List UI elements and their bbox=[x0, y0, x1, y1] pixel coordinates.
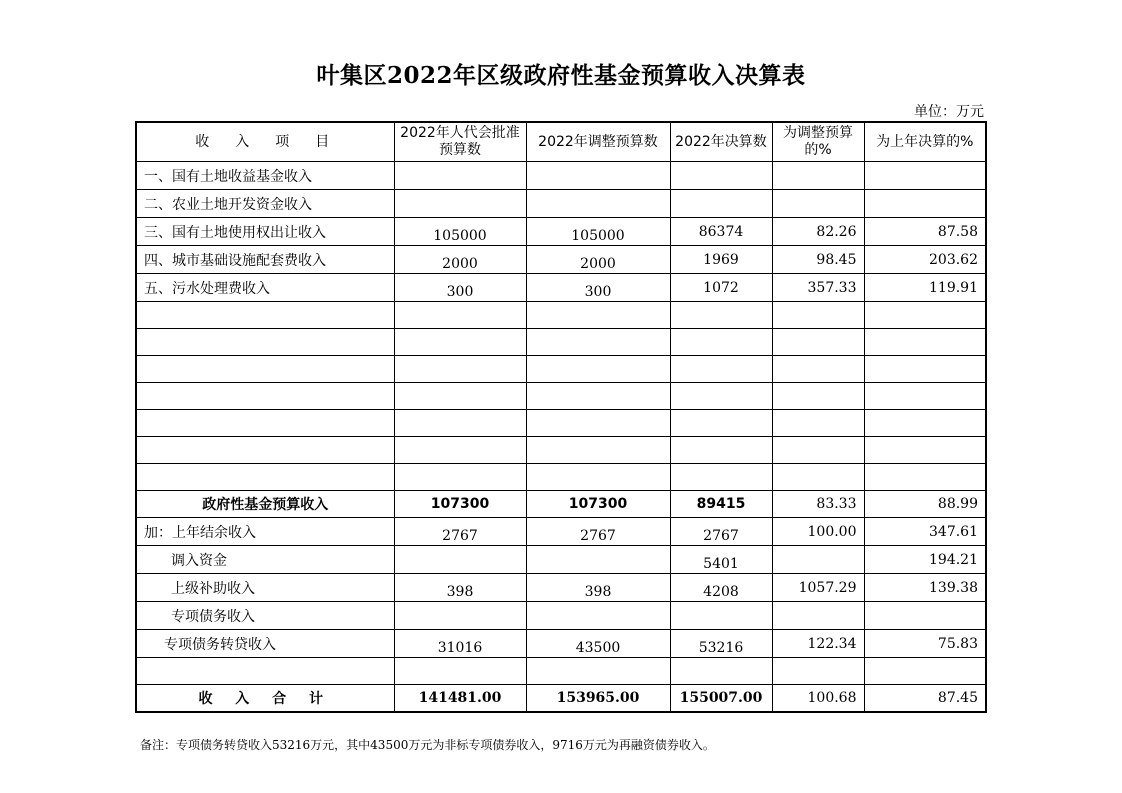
empty-cell bbox=[136, 410, 394, 437]
empty-cell bbox=[526, 329, 670, 356]
empty-cell bbox=[772, 658, 864, 685]
row-approved bbox=[394, 190, 526, 218]
row-item: 专项债务转贷收入 bbox=[136, 630, 394, 658]
empty-cell bbox=[670, 329, 772, 356]
empty-cell bbox=[772, 410, 864, 437]
row-pct-last-year bbox=[864, 602, 986, 630]
row-pct-last-year bbox=[864, 190, 986, 218]
row-approved: 31016 bbox=[394, 630, 526, 658]
row-adjusted bbox=[526, 546, 670, 574]
row-pct-adjusted bbox=[772, 190, 864, 218]
empty-cell bbox=[670, 658, 772, 685]
row-item: 调入资金 bbox=[136, 546, 394, 574]
header-approved: 2022年人代会批准预算数 bbox=[394, 122, 526, 162]
empty-cell bbox=[136, 437, 394, 464]
row-final: 1072 bbox=[670, 274, 772, 302]
empty-cell bbox=[864, 302, 986, 329]
row-pct-adjusted: 357.33 bbox=[772, 274, 864, 302]
empty-cell bbox=[394, 464, 526, 491]
empty-cell bbox=[864, 437, 986, 464]
row-item: 二、农业土地开发资金收入 bbox=[136, 190, 394, 218]
empty-cell bbox=[394, 329, 526, 356]
empty-cell bbox=[526, 356, 670, 383]
empty-cell bbox=[136, 329, 394, 356]
row-pct-last-year: 139.38 bbox=[864, 574, 986, 602]
empty-cell bbox=[136, 658, 394, 685]
empty-row bbox=[136, 464, 986, 491]
row-adjusted: 300 bbox=[526, 274, 670, 302]
row-item: 三、国有土地使用权出让收入 bbox=[136, 218, 394, 246]
table-row bbox=[136, 630, 986, 658]
subtotal-final: 89415 bbox=[670, 491, 772, 518]
row-item: 一、国有土地收益基金收入 bbox=[136, 162, 394, 190]
empty-row bbox=[136, 410, 986, 437]
total-adjusted: 153965.00 bbox=[526, 685, 670, 713]
subtotal-row bbox=[136, 491, 986, 518]
empty-cell bbox=[526, 302, 670, 329]
table-row bbox=[136, 218, 986, 246]
empty-cell bbox=[670, 302, 772, 329]
table-header-row bbox=[136, 122, 986, 162]
row-approved: 300 bbox=[394, 274, 526, 302]
document-title: 叶集区2022年区级政府性基金预算收入决算表 bbox=[316, 62, 806, 89]
row-pct-last-year: 203.62 bbox=[864, 246, 986, 274]
row-pct-adjusted bbox=[772, 602, 864, 630]
empty-cell bbox=[136, 464, 394, 491]
row-pct-last-year: 75.83 bbox=[864, 630, 986, 658]
empty-cell bbox=[864, 658, 986, 685]
empty-cell bbox=[772, 329, 864, 356]
header-final: 2022年决算数 bbox=[670, 122, 772, 162]
row-adjusted bbox=[526, 190, 670, 218]
row-approved: 2767 bbox=[394, 518, 526, 546]
row-approved bbox=[394, 162, 526, 190]
row-pct-adjusted: 1057.29 bbox=[772, 574, 864, 602]
row-pct-last-year: 119.91 bbox=[864, 274, 986, 302]
subtotal-approved: 107300 bbox=[394, 491, 526, 518]
row-approved: 398 bbox=[394, 574, 526, 602]
table-row bbox=[136, 546, 986, 574]
row-pct-last-year: 194.21 bbox=[864, 546, 986, 574]
row-adjusted: 398 bbox=[526, 574, 670, 602]
row-item: 四、城市基础设施配套费收入 bbox=[136, 246, 394, 274]
empty-cell bbox=[864, 410, 986, 437]
empty-cell bbox=[526, 658, 670, 685]
row-pct-adjusted bbox=[772, 546, 864, 574]
empty-cell bbox=[864, 383, 986, 410]
total-approved: 141481.00 bbox=[394, 685, 526, 713]
empty-cell bbox=[864, 329, 986, 356]
total-final: 155007.00 bbox=[670, 685, 772, 713]
row-pct-adjusted: 122.34 bbox=[772, 630, 864, 658]
table-row bbox=[136, 602, 986, 630]
row-final: 2767 bbox=[670, 518, 772, 546]
empty-cell bbox=[772, 302, 864, 329]
row-final: 4208 bbox=[670, 574, 772, 602]
empty-cell bbox=[136, 302, 394, 329]
header-pct-adjusted: 为调整预算的% bbox=[772, 122, 864, 162]
empty-cell bbox=[526, 410, 670, 437]
row-adjusted bbox=[526, 162, 670, 190]
row-final: 5401 bbox=[670, 546, 772, 574]
row-item: 上级补助收入 bbox=[136, 574, 394, 602]
row-pct-adjusted: 82.26 bbox=[772, 218, 864, 246]
empty-cell bbox=[394, 658, 526, 685]
subtotal-adjusted: 107300 bbox=[526, 491, 670, 518]
subtotal-item: 政府性基金预算收入 bbox=[136, 491, 394, 518]
empty-row bbox=[136, 356, 986, 383]
total-pct-last-year: 87.45 bbox=[864, 685, 986, 713]
row-pct-adjusted: 100.00 bbox=[772, 518, 864, 546]
footnote: 备注：专项债务转贷收入53216万元，其中43500万元为非标专项债券收入，9716万元为再融资债券收入。 bbox=[140, 738, 715, 752]
table-row bbox=[136, 574, 986, 602]
empty-cell bbox=[670, 410, 772, 437]
row-pct-adjusted bbox=[772, 162, 864, 190]
total-row bbox=[136, 685, 986, 713]
empty-cell bbox=[670, 383, 772, 410]
header-adjusted: 2022年调整预算数 bbox=[526, 122, 670, 162]
row-pct-adjusted: 98.45 bbox=[772, 246, 864, 274]
empty-cell bbox=[772, 464, 864, 491]
empty-cell bbox=[394, 356, 526, 383]
row-approved: 2000 bbox=[394, 246, 526, 274]
row-final: 1969 bbox=[670, 246, 772, 274]
empty-row bbox=[136, 329, 986, 356]
subtotal-pct-adjusted: 83.33 bbox=[772, 491, 864, 518]
empty-row bbox=[136, 383, 986, 410]
row-final bbox=[670, 162, 772, 190]
empty-cell bbox=[394, 410, 526, 437]
empty-cell bbox=[526, 437, 670, 464]
empty-cell bbox=[864, 464, 986, 491]
row-item: 加：上年结余收入 bbox=[136, 518, 394, 546]
empty-row bbox=[136, 658, 986, 685]
subtotal-pct-last-year: 88.99 bbox=[864, 491, 986, 518]
empty-cell bbox=[772, 356, 864, 383]
empty-row bbox=[136, 302, 986, 329]
empty-cell bbox=[526, 383, 670, 410]
empty-cell bbox=[136, 356, 394, 383]
row-item: 五、污水处理费收入 bbox=[136, 274, 394, 302]
row-approved: 105000 bbox=[394, 218, 526, 246]
empty-cell bbox=[864, 356, 986, 383]
table-row bbox=[136, 190, 986, 218]
row-final: 53216 bbox=[670, 630, 772, 658]
row-adjusted: 2767 bbox=[526, 518, 670, 546]
row-pct-last-year bbox=[864, 162, 986, 190]
empty-cell bbox=[136, 383, 394, 410]
empty-cell bbox=[772, 383, 864, 410]
empty-cell bbox=[670, 437, 772, 464]
table-row bbox=[136, 274, 986, 302]
empty-cell bbox=[394, 302, 526, 329]
empty-cell bbox=[394, 383, 526, 410]
empty-row bbox=[136, 437, 986, 464]
row-approved bbox=[394, 602, 526, 630]
empty-cell bbox=[526, 464, 670, 491]
row-adjusted: 2000 bbox=[526, 246, 670, 274]
unit-label: 单位：万元 bbox=[914, 104, 984, 120]
budget-table bbox=[135, 121, 987, 713]
empty-cell bbox=[670, 356, 772, 383]
row-item: 专项债务收入 bbox=[136, 602, 394, 630]
row-approved bbox=[394, 546, 526, 574]
total-pct-adjusted: 100.68 bbox=[772, 685, 864, 713]
header-item: 收 入 项 目 bbox=[136, 122, 394, 162]
row-final bbox=[670, 190, 772, 218]
header-pct-last-year: 为上年决算的% bbox=[864, 122, 986, 162]
row-pct-last-year: 347.61 bbox=[864, 518, 986, 546]
row-final bbox=[670, 602, 772, 630]
table-row bbox=[136, 518, 986, 546]
row-adjusted: 43500 bbox=[526, 630, 670, 658]
empty-cell bbox=[772, 437, 864, 464]
total-item: 收 入 合 计 bbox=[136, 685, 394, 713]
row-final: 86374 bbox=[670, 218, 772, 246]
empty-cell bbox=[670, 464, 772, 491]
table-row bbox=[136, 162, 986, 190]
row-adjusted bbox=[526, 602, 670, 630]
table-row bbox=[136, 246, 986, 274]
row-pct-last-year: 87.58 bbox=[864, 218, 986, 246]
row-adjusted: 105000 bbox=[526, 218, 670, 246]
empty-cell bbox=[394, 437, 526, 464]
